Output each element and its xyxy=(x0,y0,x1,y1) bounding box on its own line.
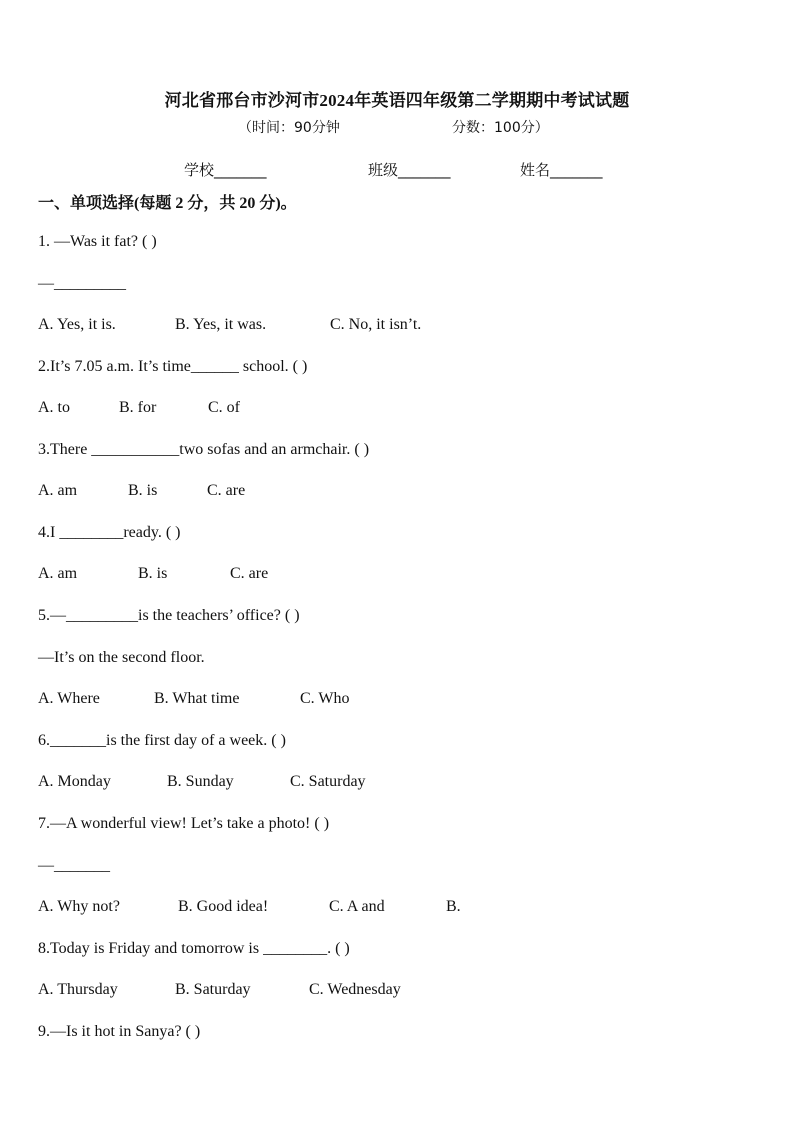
option-a: A. am xyxy=(38,565,78,582)
option-c: C. Saturday xyxy=(290,773,366,790)
class-field: 班级_______ xyxy=(368,161,451,179)
exam-title: 河北省邢台市沙河市2024年英语四年级第二学期期中考试试题 xyxy=(164,91,630,110)
option-b: B. Sunday xyxy=(167,773,234,790)
exam-score: 分数：100分） xyxy=(452,120,549,136)
question-3: 3.There ___________two sofas and an armchair. ( ) xyxy=(38,441,370,458)
option-b: B. is xyxy=(138,565,168,582)
question-8: 8.Today is Friday and tomorrow is ________. ( ) xyxy=(38,940,350,957)
option-b: B. Good idea! xyxy=(178,898,269,915)
option-b: B. for xyxy=(119,399,157,416)
question-4: 4.I ________ready. ( ) xyxy=(38,524,181,541)
question-5: 5.—_________is the teachers’ office? ( ) xyxy=(38,607,300,624)
option-a: A. Why not? xyxy=(38,898,120,915)
option-b: B. What time xyxy=(154,690,240,707)
name-field: 姓名_______ xyxy=(520,161,603,179)
option-a: A. am xyxy=(38,482,78,499)
school-field: 学校_______ xyxy=(184,161,267,179)
option-a: A. Thursday xyxy=(38,981,118,998)
question-6: 6._______is the first day of a week. ( ) xyxy=(38,732,286,749)
option-c: C. are xyxy=(230,565,269,582)
exam-time: （时间：90分钟 xyxy=(238,120,340,136)
option-b: B. Saturday xyxy=(175,981,251,998)
option-c: C. A and xyxy=(329,898,385,915)
question-2: 2.It’s 7.05 a.m. It’s time______ school. ( ) xyxy=(38,358,308,375)
question-1-answer-line: —_________ xyxy=(38,275,126,292)
option-b: B. is xyxy=(128,482,158,499)
option-b: B. Yes, it was. xyxy=(175,316,267,333)
section-heading: 一、单项选择(每题 2 分，共 20 分)。 xyxy=(38,195,297,212)
option-a: A. Where xyxy=(38,690,100,707)
option-c: C. are xyxy=(207,482,246,499)
option-c: C. No, it isn’t. xyxy=(330,316,422,333)
question-1: 1. —Was it fat? ( ) xyxy=(38,233,157,250)
question-5-reply: —It’s on the second floor. xyxy=(38,649,205,666)
option-c: C. Wednesday xyxy=(309,981,401,998)
option-a: A. Yes, it is. xyxy=(38,316,116,333)
option-a: A. Monday xyxy=(38,773,111,790)
question-9: 9.—Is it hot in Sanya? ( ) xyxy=(38,1023,201,1040)
option-a: A. to xyxy=(38,399,70,416)
option-c: C. Who xyxy=(300,690,350,707)
question-7: 7.—A wonderful view! Let’s take a photo! ( ) xyxy=(38,815,330,832)
option-c: C. of xyxy=(208,399,240,416)
question-7-answer-line: —_______ xyxy=(38,857,110,874)
option-c-continued: B. xyxy=(446,898,461,915)
